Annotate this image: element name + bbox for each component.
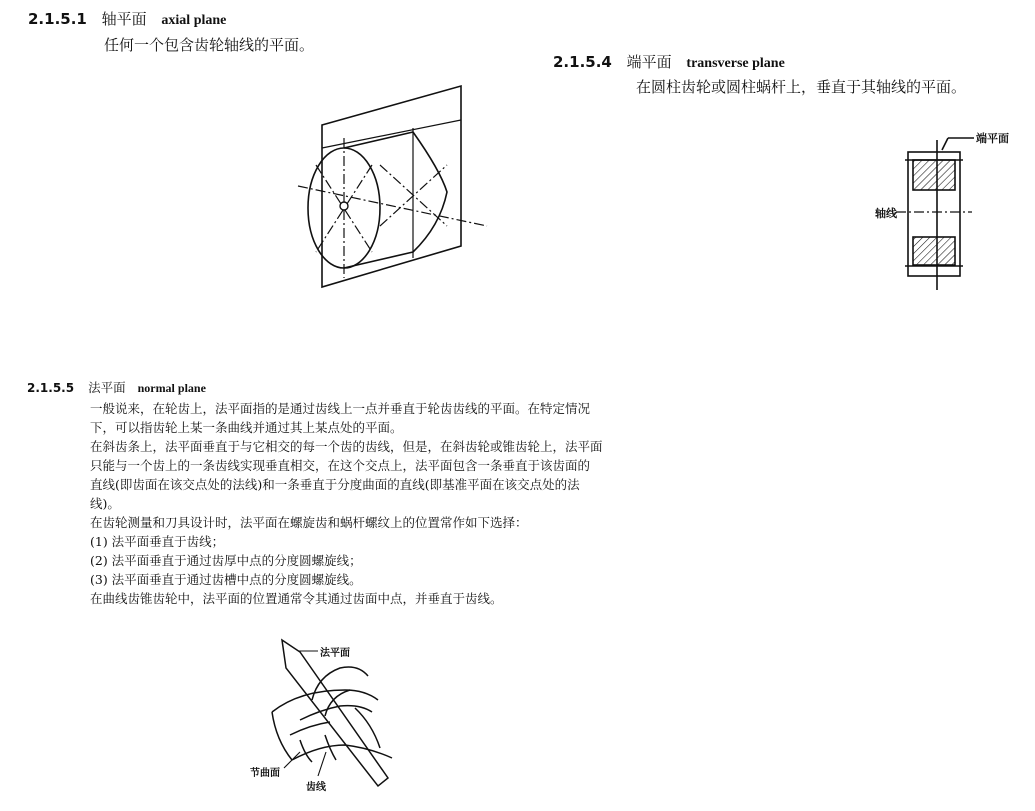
fig-label-tooth-line: 齿线 bbox=[306, 782, 326, 793]
fig-label-pitch-surface: 节曲面 bbox=[250, 768, 280, 779]
section-title-cn: 端平面 bbox=[626, 53, 672, 71]
section-2-1-5-4-definition: 在圆柱齿轮或圆柱蜗杆上，垂直于其轴线的平面。 bbox=[636, 78, 967, 96]
tooth-flank-right bbox=[355, 708, 380, 748]
section-title-cn: 轴平面 bbox=[101, 10, 147, 28]
paragraph-line: 一般说来，在轮齿上，法平面指的是通过齿线上一点并垂直于轮齿齿线的平面。在特定情况 bbox=[90, 401, 591, 416]
section-title-en: transverse plane bbox=[686, 56, 785, 71]
section-number: 2.1.5.1 bbox=[28, 10, 87, 28]
leader-pitch-surface bbox=[284, 752, 300, 768]
pitch-surface-edge-left bbox=[272, 712, 292, 760]
section-title-cn: 法平面 bbox=[88, 380, 126, 395]
pitch-surface-edge-top bbox=[272, 690, 378, 712]
leader-tooth-line bbox=[318, 752, 326, 776]
fig-label-normal-plane: 法平面 bbox=[320, 648, 350, 659]
paragraph-line: (3) 法平面垂直于通过齿槽中点的分度圆螺旋线。 bbox=[90, 572, 362, 587]
section-number: 2.1.5.4 bbox=[553, 53, 612, 71]
fig-label-axis: 轴线 bbox=[875, 207, 897, 220]
fig-label-transverse-plane: 端平面 bbox=[976, 132, 1009, 145]
tooth-line-curve bbox=[300, 706, 372, 720]
paragraph-line: (1) 法平面垂直于齿线； bbox=[90, 534, 225, 549]
paragraph-line: 在斜齿条上，法平面垂直于与它相交的每一个齿的齿线，但是，在斜齿轮或锥齿轮上，法平面 bbox=[90, 439, 603, 454]
section-number: 2.1.5.5 bbox=[27, 381, 75, 395]
pitch-surface-edge-bottom bbox=[292, 745, 392, 760]
tooth-curve-lower bbox=[290, 722, 330, 735]
paragraph-line: 直线(即齿面在该交点处的法线)和一条垂直于分度曲面的直线(即基准平面在该交点处的法 bbox=[90, 477, 580, 492]
paragraph-line: 在齿轮测量和刀具设计时，法平面在螺旋齿和蜗杆螺纹上的位置常作如下选择： bbox=[90, 515, 528, 530]
section-2-1-5-1-definition: 任何一个包含齿轮轴线的平面。 bbox=[104, 36, 315, 54]
paragraph-line: 只能与一个齿上的一条齿线实现垂直相交，在这个交点上，法平面包含一条垂直于该齿面的 bbox=[90, 458, 591, 473]
normal-plane-sheet bbox=[282, 640, 388, 786]
section-title-en: normal plane bbox=[137, 381, 206, 395]
section-title-en: axial plane bbox=[161, 13, 227, 28]
paragraph-line: (2) 法平面垂直于通过齿厚中点的分度圆螺旋线； bbox=[90, 553, 362, 568]
paragraph-line: 在曲线齿锥齿轮中，法平面的位置通常令其通过齿面中点，并垂直于齿线。 bbox=[90, 591, 503, 606]
paragraph-line: 线)。 bbox=[90, 496, 120, 511]
paragraph-line: 下，可以指齿轮上某一条曲线并通过其上某点处的平面。 bbox=[90, 420, 403, 435]
